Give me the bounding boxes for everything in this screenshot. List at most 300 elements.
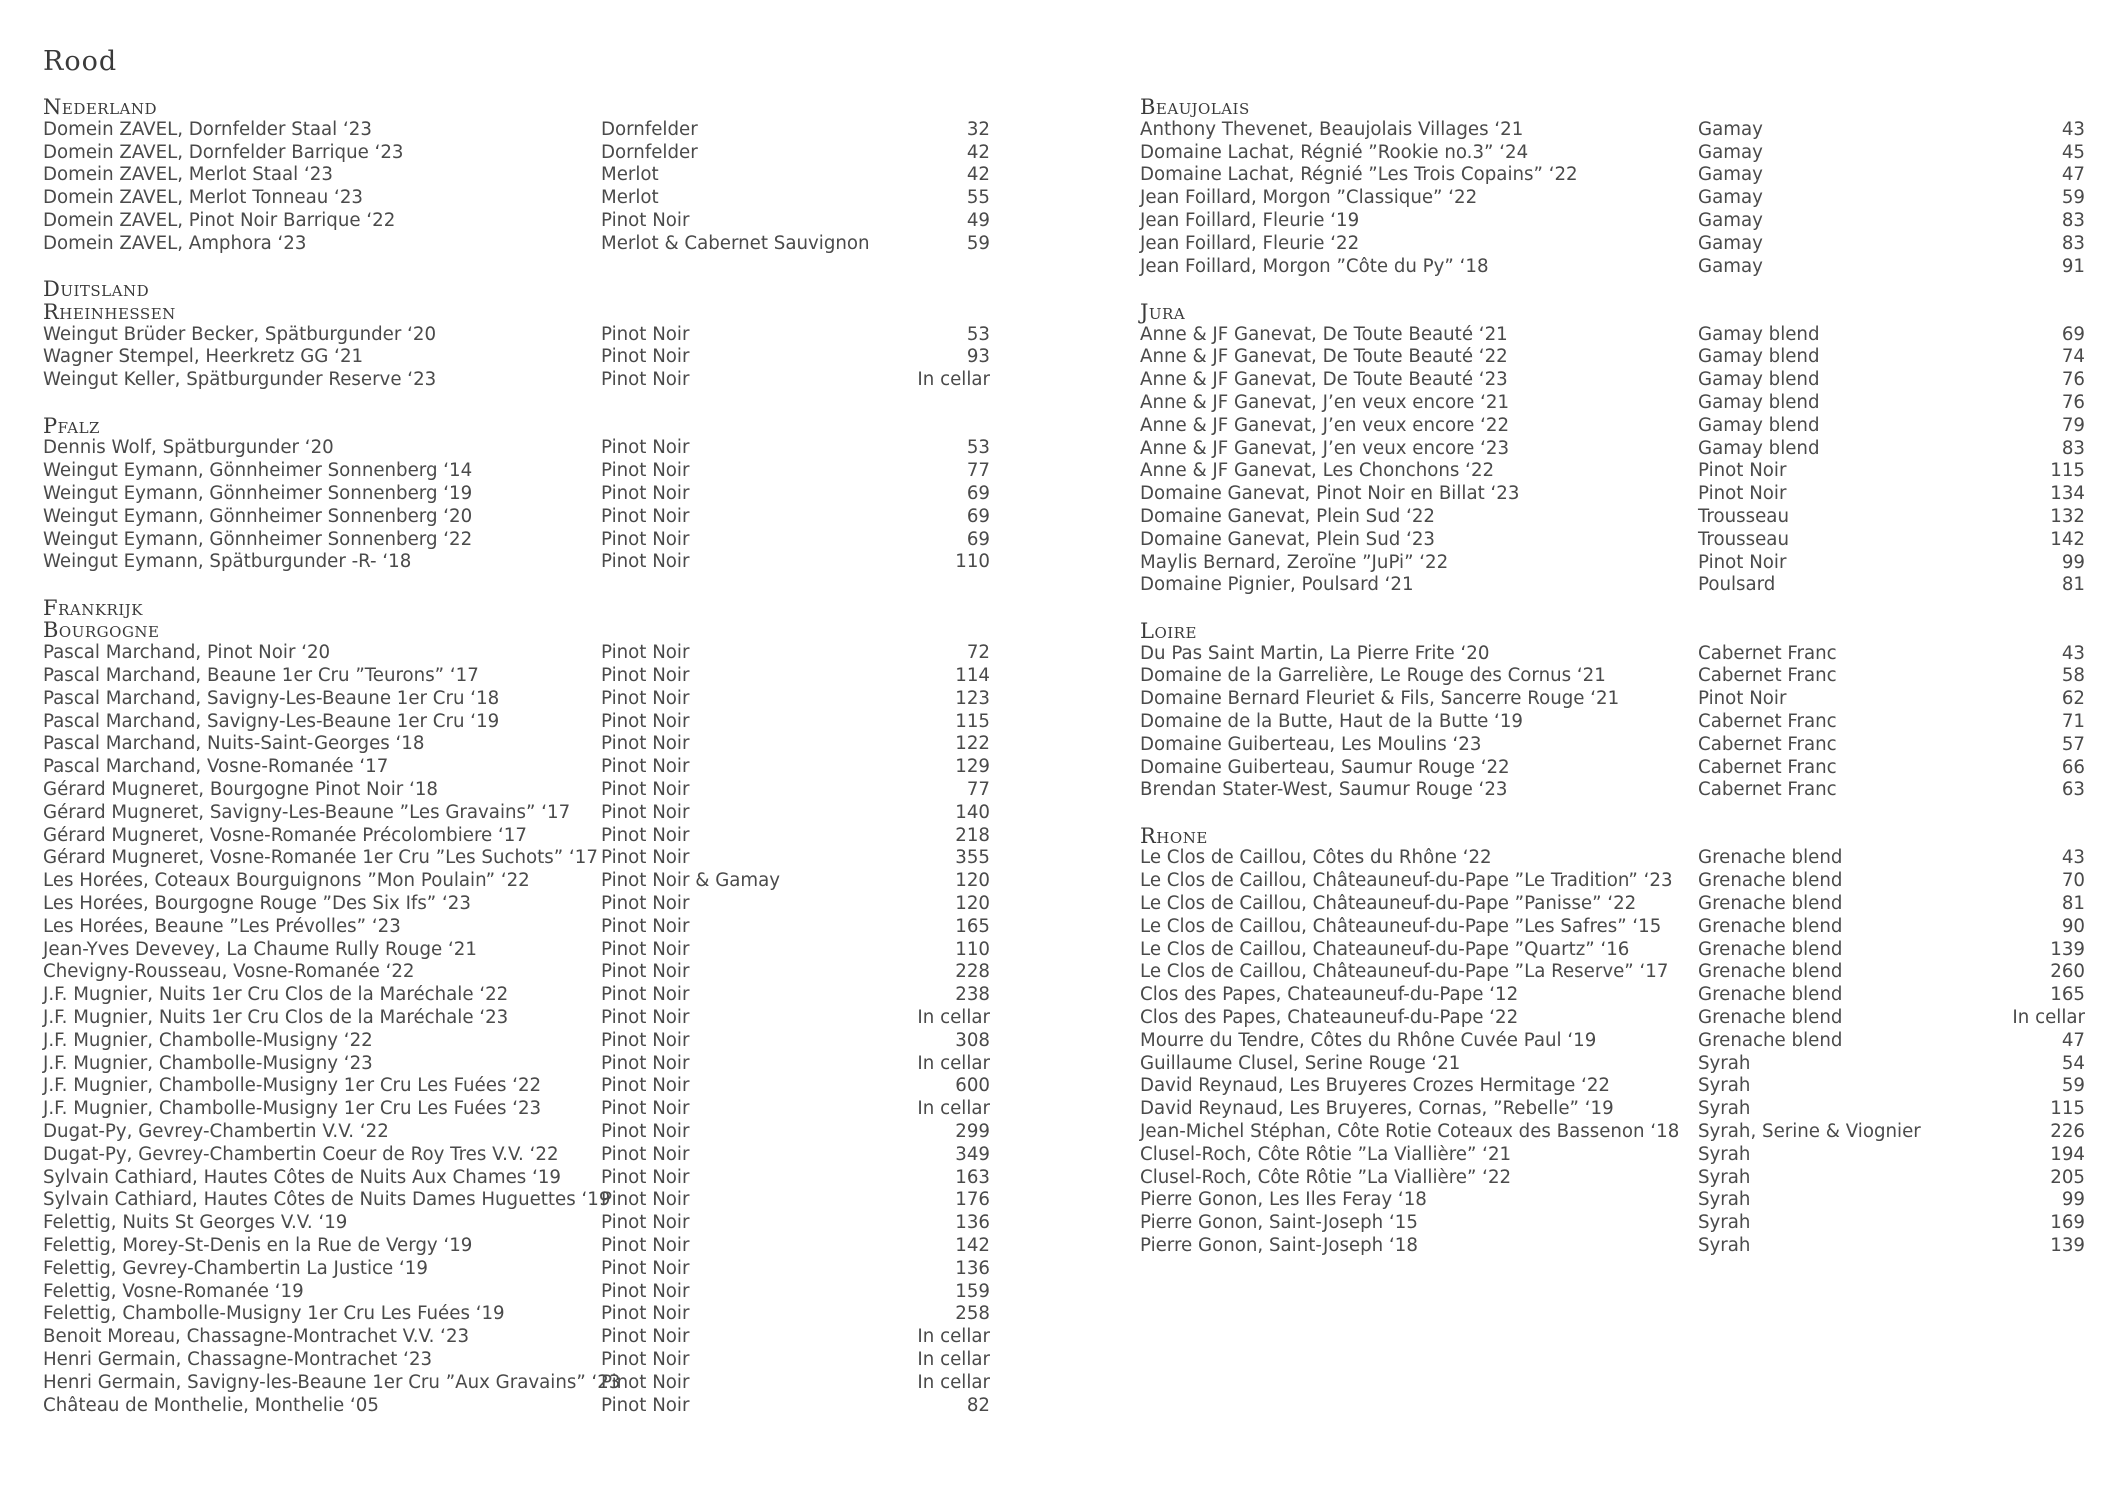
wine-row: [43, 1189, 989, 1212]
wine-row: [1140, 734, 2085, 757]
wine-row: [43, 210, 989, 233]
wine-row: [43, 916, 989, 939]
wine-price: 76: [2061, 369, 2085, 391]
wine-price: 58: [2061, 665, 2085, 687]
wine-grape: Grenache blend: [1698, 984, 1843, 1006]
wine-row: [1140, 643, 2085, 666]
wine-grape: Pinot Noir: [601, 756, 690, 778]
wine-row: [43, 1121, 989, 1144]
wine-name: Felettig, Chambolle-Musigny 1er Cru Les Fuées ‘19: [43, 1303, 505, 1325]
wine-grape: Pinot Noir: [601, 346, 690, 368]
wine-name: Les Horées, Beaune ”Les Prévolles” ‘23: [43, 915, 401, 937]
wine-grape: Gamay: [1698, 141, 1763, 163]
wine-grape: Pinot Noir: [601, 1120, 690, 1142]
wine-grape: Cabernet Franc: [1698, 733, 1837, 755]
wine-price: 120: [955, 893, 990, 914]
wine-row: [43, 119, 989, 142]
wine-grape: Gamay: [1698, 232, 1763, 254]
wine-name: Henri Germain, Chassagne-Montrachet ‘23: [43, 1348, 433, 1370]
wine-name: Pascal Marchand, Beaune 1er Cru ”Teurons” ‘17: [43, 665, 479, 687]
wine-grape: Pinot Noir: [601, 1257, 690, 1279]
wine-price: 136: [955, 1212, 990, 1234]
wine-name: Felettig, Morey-St-Denis en la Rue de Vergy ‘19: [43, 1234, 473, 1256]
section-pfalz: [43, 415, 989, 575]
wine-row: [43, 1349, 989, 1372]
wine-grape: Pinot Noir: [601, 1303, 690, 1325]
wine-grape: Pinot Noir: [601, 779, 690, 801]
wine-grape: Gamay: [1698, 255, 1763, 277]
wine-row: [1140, 1167, 2085, 1190]
wine-grape: Syrah, Serine & Viognier: [1698, 1120, 1921, 1142]
section-bourgogne: [43, 597, 989, 1418]
wine-price: 218: [955, 824, 990, 846]
wine-price: 226: [2050, 1120, 2085, 1142]
wine-grape: Syrah: [1698, 1166, 1751, 1188]
wine-row: [1140, 779, 2085, 802]
wine-grape: Gamay blend: [1698, 346, 1820, 368]
wine-name: Sylvain Cathiard, Hautes Côtes de Nuits Dames Huguettes ‘19: [43, 1189, 611, 1211]
wine-row: [1140, 1144, 2085, 1167]
wine-grape: Trousseau: [1698, 528, 1789, 550]
wine-name: Du Pas Saint Martin, La Pierre Frite ‘20: [1140, 642, 1490, 664]
wine-grape: Grenache blend: [1698, 870, 1843, 892]
wine-name: Domaine Pignier, Poulsard ‘21: [1140, 574, 1414, 596]
wine-price: 59: [2061, 1075, 2085, 1097]
wine-price: 70: [2061, 870, 2085, 892]
wine-row: [43, 529, 989, 552]
wine-row: [1140, 1212, 2085, 1235]
wine-price: In cellar: [917, 1326, 990, 1348]
wine-row: [1140, 757, 2085, 780]
wine-row: [1140, 346, 2085, 369]
wine-price: 72: [966, 642, 990, 664]
wine-grape: Gamay blend: [1698, 437, 1820, 459]
wine-name: Clos des Papes, Chateauneuf-du-Pape ‘22: [1140, 1006, 1519, 1028]
wine-name: J.F. Mugnier, Chambolle-Musigny 1er Cru Les Fuées ‘22: [43, 1075, 542, 1097]
subregion-heading: Rheinhessen: [43, 299, 176, 324]
wine-row: [1140, 984, 2085, 1007]
wine-name: Le Clos de Caillou, Côtes du Rhône ‘22: [1140, 847, 1492, 869]
wine-name: Weingut Eymann, Gönnheimer Sonnenberg ‘20: [43, 505, 473, 527]
wine-name: Domaine Ganevat, Plein Sud ‘22: [1140, 506, 1435, 528]
wine-price: 140: [955, 801, 990, 823]
wine-grape: Syrah: [1698, 1075, 1751, 1097]
wine-price: 120: [955, 870, 990, 892]
wine-price: In cellar: [917, 1006, 990, 1028]
wine-price: 238: [955, 984, 990, 1006]
wine-price: 74: [2061, 346, 2085, 368]
wine-grape: Pinot Noir: [601, 1371, 690, 1393]
wine-price: 258: [955, 1303, 990, 1325]
wine-price: 123: [955, 687, 990, 709]
wine-row: [1140, 210, 2085, 233]
wine-price: 62: [2061, 688, 2085, 710]
wine-grape: Pinot Noir: [601, 1006, 690, 1028]
wine-row: [43, 164, 989, 187]
wine-row: [1140, 119, 2085, 142]
wine-price: 77: [966, 779, 990, 801]
wine-price: 83: [2061, 232, 2085, 254]
wine-grape: Pinot Noir: [1698, 460, 1787, 482]
wine-name: Jean Foillard, Morgon ”Côte du Py” ‘18: [1140, 255, 1489, 277]
wine-price: 83: [2061, 437, 2085, 459]
wine-grape: Pinot Noir: [601, 710, 690, 732]
wine-row: [1140, 939, 2085, 962]
wine-grape: Pinot Noir: [601, 1189, 690, 1211]
wine-row: [43, 1098, 989, 1121]
wine-price: 45: [2061, 141, 2085, 163]
wine-grape: Pinot Noir: [601, 801, 690, 823]
wine-grape: Pinot Noir: [601, 1075, 690, 1097]
wine-grape: Pinot Noir: [601, 551, 690, 573]
wine-row: [43, 1144, 989, 1167]
wine-price: 299: [955, 1120, 990, 1142]
wine-price: 83: [2061, 209, 2085, 231]
wine-grape: Syrah: [1698, 1212, 1751, 1234]
wine-name: J.F. Mugnier, Nuits 1er Cru Clos de la Maréchale ‘22: [43, 984, 509, 1006]
wine-row: [1140, 142, 2085, 165]
wine-row: [1140, 1098, 2085, 1121]
wine-price: 99: [2061, 1189, 2085, 1211]
wine-name: Pascal Marchand, Vosne-Romanée ‘17: [43, 756, 389, 778]
wine-row: [43, 1303, 989, 1326]
wine-grape: Gamay blend: [1698, 323, 1820, 345]
wine-grape: Cabernet Franc: [1698, 756, 1837, 778]
wine-name: J.F. Mugnier, Chambolle-Musigny 1er Cru Les Fuées ‘23: [43, 1098, 542, 1120]
wine-price: 54: [2061, 1052, 2085, 1074]
wine-price: 134: [2050, 483, 2085, 505]
wine-grape: Gamay blend: [1698, 369, 1820, 391]
wine-row: [43, 324, 989, 347]
wine-grape: Cabernet Franc: [1698, 779, 1837, 801]
wine-name: Domaine de la Garrelière, Le Rouge des Cornus ‘21: [1140, 665, 1606, 687]
wine-row: [1140, 1235, 2085, 1258]
wine-price: 49: [966, 209, 990, 231]
wine-price: 163: [955, 1166, 990, 1188]
wine-price: 176: [955, 1189, 990, 1211]
wine-grape: Cabernet Franc: [1698, 642, 1837, 664]
wine-grape: Pinot Noir: [601, 893, 690, 914]
wine-grape: Dornfelder: [601, 141, 698, 163]
wine-name: Domaine Bernard Fleuriet & Fils, Sancerre Rouge ‘21: [1140, 688, 1620, 710]
wine-price: 115: [2050, 460, 2085, 482]
wine-price: 69: [966, 482, 990, 504]
wine-price: 55: [966, 187, 990, 209]
wine-name: Domaine Guiberteau, Les Moulins ‘23: [1140, 733, 1482, 755]
wine-grape: Grenache blend: [1698, 961, 1843, 983]
wine-name: Domein ZAVEL, Pinot Noir Barrique ‘22: [43, 209, 396, 231]
wine-row: [43, 506, 989, 529]
wine-grape: Gamay: [1698, 118, 1763, 140]
wine-grape: Syrah: [1698, 1234, 1751, 1256]
wine-price: 122: [955, 733, 990, 755]
wine-price: 115: [2050, 1098, 2085, 1120]
wine-price: 43: [2061, 847, 2085, 869]
wine-price: 114: [955, 665, 990, 687]
wine-grape: Pinot Noir: [601, 665, 690, 687]
wine-row: [1140, 1053, 2085, 1076]
wine-row: [1140, 438, 2085, 461]
wine-name: J.F. Mugnier, Chambolle-Musigny ‘22: [43, 1029, 373, 1051]
wine-row: [43, 802, 989, 825]
wine-name: Le Clos de Caillou, Châteauneuf-du-Pape ”La Reserve” ‘17: [1140, 961, 1669, 983]
wine-row: [43, 1235, 989, 1258]
wine-grape: Pinot Noir: [601, 323, 690, 345]
wine-name: J.F. Mugnier, Nuits 1er Cru Clos de la Maréchale ‘23: [43, 1006, 509, 1028]
wine-name: Domein ZAVEL, Merlot Staal ‘23: [43, 164, 333, 186]
wine-grape: Poulsard: [1698, 574, 1776, 596]
wine-row: [43, 1053, 989, 1076]
wine-row: [1140, 1030, 2085, 1053]
wine-price: 43: [2061, 642, 2085, 664]
wine-grape: Trousseau: [1698, 506, 1789, 528]
wine-price: 59: [2061, 187, 2085, 209]
wine-name: Anthony Thevenet, Beaujolais Villages ‘21: [1140, 118, 1524, 140]
wine-row: [43, 961, 989, 984]
wine-row: [43, 984, 989, 1007]
wine-grape: Pinot Noir: [601, 938, 690, 960]
wine-grape: Cabernet Franc: [1698, 710, 1837, 732]
wine-row: [43, 1258, 989, 1281]
wine-price: In cellar: [917, 1348, 990, 1370]
wine-grape: Pinot Noir: [601, 1143, 690, 1165]
wine-name: Anne & JF Ganevat, De Toute Beauté ‘23: [1140, 369, 1508, 391]
right-column: [1140, 96, 2085, 1280]
wine-row: [1140, 164, 2085, 187]
wine-price: 165: [955, 915, 990, 937]
wine-price: 349: [955, 1143, 990, 1165]
wine-grape: Pinot Noir: [601, 482, 690, 504]
section-beaujolais: [1140, 96, 2085, 278]
wine-name: Jean-Michel Stéphan, Côte Rotie Coteaux des Bassenon ‘18: [1140, 1120, 1680, 1142]
wine-name: Gérard Mugneret, Bourgogne Pinot Noir ‘18: [43, 779, 438, 801]
wine-price: 132: [2050, 506, 2085, 528]
wine-name: Maylis Bernard, Zeroïne ”JuPi” ‘22: [1140, 551, 1449, 573]
wine-price: 355: [955, 847, 990, 869]
wine-name: Felettig, Nuits St Georges V.V. ‘19: [43, 1212, 348, 1234]
wine-row: [43, 1372, 989, 1395]
wine-price: 260: [2050, 961, 2085, 983]
wine-grape: Pinot Noir: [1698, 551, 1787, 573]
wine-grape: Pinot Noir & Gamay: [601, 870, 781, 892]
wine-grape: Pinot Noir: [601, 642, 690, 664]
wine-grape: Grenache blend: [1698, 938, 1843, 960]
wine-row: [1140, 392, 2085, 415]
wine-name: Weingut Eymann, Gönnheimer Sonnenberg ‘22: [43, 528, 473, 550]
region-heading: Jura: [1140, 299, 1186, 324]
wine-name: Le Clos de Caillou, Châteauneuf-du-Pape ”Le Tradition” ‘23: [1140, 870, 1673, 892]
wine-grape: Pinot Noir: [601, 1394, 690, 1416]
wine-grape: Pinot Noir: [601, 1098, 690, 1120]
wine-name: Dennis Wolf, Spätburgunder ‘20: [43, 437, 334, 459]
wine-price: 194: [2050, 1143, 2085, 1165]
wine-name: Château de Monthelie, Monthelie ‘05: [43, 1394, 379, 1416]
wine-row: [1140, 916, 2085, 939]
wine-name: Clusel-Roch, Côte Rôtie ”La Viallière” ‘22: [1140, 1166, 1512, 1188]
wine-row: [43, 187, 989, 210]
wine-name: Gérard Mugneret, Vosne-Romanée 1er Cru ”Les Suchots” ‘17: [43, 847, 598, 869]
wine-name: Gérard Mugneret, Vosne-Romanée Précolombiere ‘17: [43, 824, 527, 846]
wine-name: Anne & JF Ganevat, J’en veux encore ‘21: [1140, 392, 1510, 414]
wine-name: Gérard Mugneret, Savigny-Les-Beaune ”Les Gravains” ‘17: [43, 801, 571, 823]
wine-price: 57: [2061, 733, 2085, 755]
wine-row: [43, 756, 989, 779]
wine-name: Domaine de la Butte, Haut de la Butte ‘19: [1140, 710, 1523, 732]
wine-grape: Pinot Noir: [601, 733, 690, 755]
wine-grape: Pinot Noir: [601, 528, 690, 550]
wine-name: Pascal Marchand, Savigny-Les-Beaune 1er Cru ‘18: [43, 687, 500, 709]
wine-row: [43, 939, 989, 962]
wine-name: Jean-Yves Devevey, La Chaume Rully Rouge ‘21: [43, 938, 477, 960]
wine-grape: Grenache blend: [1698, 847, 1843, 869]
wine-row: [43, 1212, 989, 1235]
wine-row: [1140, 483, 2085, 506]
wine-price: 53: [966, 437, 990, 459]
wine-price: 43: [2061, 118, 2085, 140]
wine-price: 165: [2050, 984, 2085, 1006]
wine-name: Weingut Keller, Spätburgunder Reserve ‘23: [43, 369, 437, 391]
wine-row: [1140, 1007, 2085, 1030]
wine-name: Domein ZAVEL, Dornfelder Barrique ‘23: [43, 141, 404, 163]
wine-row: [43, 893, 989, 916]
wine-row: [1140, 711, 2085, 734]
wine-row: [43, 369, 989, 392]
wine-row: [43, 642, 989, 665]
wine-price: 79: [2061, 414, 2085, 436]
wine-name: Anne & JF Ganevat, De Toute Beauté ‘21: [1140, 323, 1508, 345]
wine-name: Jean Foillard, Fleurie ‘19: [1140, 209, 1360, 231]
wine-price: 81: [2061, 893, 2085, 914]
wine-grape: Gamay blend: [1698, 392, 1820, 414]
wine-price: 142: [2050, 528, 2085, 550]
wine-row: [1140, 529, 2085, 552]
wine-name: Anne & JF Ganevat, J’en veux encore ‘22: [1140, 414, 1510, 436]
wine-grape: Syrah: [1698, 1143, 1751, 1165]
wine-name: Anne & JF Ganevat, J’en veux encore ‘23: [1140, 437, 1510, 459]
wine-grape: Pinot Noir: [601, 915, 690, 937]
wine-grape: Pinot Noir: [601, 961, 690, 983]
wine-name: Felettig, Vosne-Romanée ‘19: [43, 1280, 304, 1302]
wine-row: [1140, 1189, 2085, 1212]
wine-grape: Pinot Noir: [601, 437, 690, 459]
wine-price: 77: [966, 460, 990, 482]
wine-price: 91: [2061, 255, 2085, 277]
wine-name: Pierre Gonon, Saint-Joseph ‘15: [1140, 1212, 1418, 1234]
wine-row: [1140, 1075, 2085, 1098]
wine-name: Pascal Marchand, Savigny-Les-Beaune 1er Cru ‘19: [43, 710, 500, 732]
region-heading: Rhone: [1140, 823, 1208, 848]
wine-name: Le Clos de Caillou, Châteauneuf-du-Pape ”Les Safres” ‘15: [1140, 915, 1662, 937]
wine-grape: Merlot: [601, 164, 659, 186]
wine-grape: Gamay: [1698, 187, 1763, 209]
region-heading: Beaujolais: [1140, 95, 1250, 119]
wine-name: Pascal Marchand, Pinot Noir ‘20: [43, 642, 331, 664]
wine-name: Anne & JF Ganevat, De Toute Beauté ‘22: [1140, 346, 1508, 368]
wine-price: 115: [955, 710, 990, 732]
wine-name: Domaine Guiberteau, Saumur Rouge ‘22: [1140, 756, 1510, 778]
wine-price: 53: [966, 323, 990, 345]
wine-name: Chevigny-Rousseau, Vosne-Romanée ‘22: [43, 961, 415, 983]
wine-row: [43, 1007, 989, 1030]
wine-price: 139: [2050, 938, 2085, 960]
wine-row: [1140, 893, 2085, 916]
wine-grape: Pinot Noir: [601, 209, 690, 231]
wine-name: Anne & JF Ganevat, Les Chonchons ‘22: [1140, 460, 1495, 482]
wine-grape: Gamay: [1698, 209, 1763, 231]
wine-price: In cellar: [917, 1371, 990, 1393]
wine-row: [43, 1167, 989, 1190]
wine-name: Mourre du Tendre, Côtes du Rhône Cuvée Paul ‘19: [1140, 1029, 1597, 1051]
wine-name: Jean Foillard, Fleurie ‘22: [1140, 232, 1360, 254]
region-heading: Pfalz: [43, 413, 100, 438]
wine-name: Guillaume Clusel, Serine Rouge ‘21: [1140, 1052, 1461, 1074]
wine-price: In cellar: [917, 369, 990, 391]
wine-price: 63: [2061, 779, 2085, 801]
wine-name: Domein ZAVEL, Amphora ‘23: [43, 232, 307, 254]
wine-row: [1140, 233, 2085, 256]
wine-row: [43, 233, 989, 256]
wine-row: [43, 870, 989, 893]
wine-price: 47: [2061, 1029, 2085, 1051]
wine-name: Jean Foillard, Morgon ”Classique” ‘22: [1140, 187, 1478, 209]
wine-row: [1140, 552, 2085, 575]
wine-row: [1140, 369, 2085, 392]
wine-price: 59: [966, 232, 990, 254]
wine-grape: Pinot Noir: [601, 460, 690, 482]
wine-price: In cellar: [917, 1098, 990, 1120]
wine-price: 228: [955, 961, 990, 983]
wine-grape: Pinot Noir: [601, 505, 690, 527]
wine-name: Brendan Stater-West, Saumur Rouge ‘23: [1140, 779, 1508, 801]
wine-row: [43, 460, 989, 483]
wine-price: 81: [2061, 574, 2085, 596]
wine-grape: Merlot: [601, 187, 659, 209]
wine-grape: Grenache blend: [1698, 915, 1843, 937]
wine-row: [43, 1395, 989, 1418]
wine-price: 110: [955, 938, 990, 960]
wine-row: [43, 1281, 989, 1304]
wine-grape: Pinot Noir: [601, 1234, 690, 1256]
wine-price: 76: [2061, 392, 2085, 414]
wine-row: [1140, 187, 2085, 210]
wine-name: Domein ZAVEL, Dornfelder Staal ‘23: [43, 118, 372, 140]
wine-name: Le Clos de Caillou, Châteauneuf-du-Pape ”Panisse” ‘22: [1140, 893, 1637, 914]
wine-price: 69: [2061, 323, 2085, 345]
wine-grape: Dornfelder: [601, 118, 698, 140]
wine-row: [43, 551, 989, 574]
wine-grape: Gamay: [1698, 164, 1763, 186]
wine-row: [43, 825, 989, 848]
wine-row: [43, 1326, 989, 1349]
wine-grape: Pinot Noir: [601, 1326, 690, 1348]
wine-name: Domein ZAVEL, Merlot Tonneau ‘23: [43, 187, 363, 209]
wine-price: 110: [955, 551, 990, 573]
wine-name: Felettig, Gevrey-Chambertin La Justice ‘19: [43, 1257, 428, 1279]
wine-name: David Reynaud, Les Bruyeres, Cornas, ”Rebelle” ‘19: [1140, 1098, 1614, 1120]
section-rheinhessen: [43, 278, 989, 392]
wine-price: In cellar: [2012, 1006, 2085, 1028]
wine-grape: Pinot Noir: [601, 1052, 690, 1074]
section-jura: [1140, 301, 2085, 597]
wine-name: Benoit Moreau, Chassagne-Montrachet V.V. ‘23: [43, 1326, 470, 1348]
wine-row: [43, 847, 989, 870]
wine-price: 66: [2061, 756, 2085, 778]
wine-price: 90: [2061, 915, 2085, 937]
wine-price: 32: [966, 118, 990, 140]
wine-row: [43, 142, 989, 165]
left-column: [43, 96, 989, 1440]
wine-row: [43, 711, 989, 734]
